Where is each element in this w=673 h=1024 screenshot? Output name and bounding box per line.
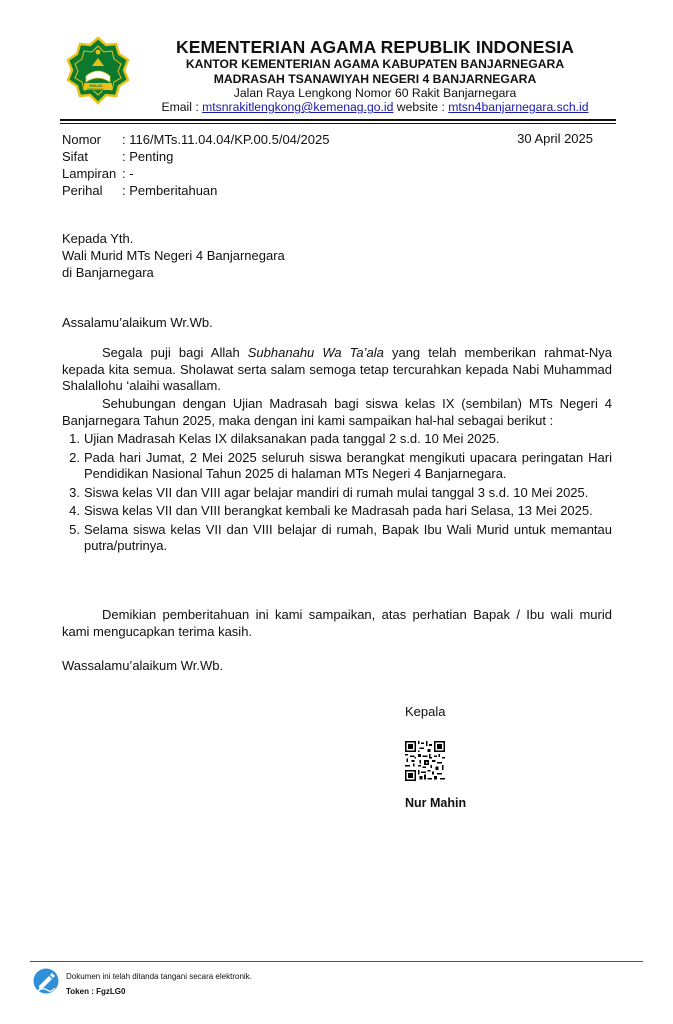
school-address: Jalan Raya Lengkong Nomor 60 Rakit Banjarnegara <box>233 86 517 100</box>
website-link[interactable]: mtsn4banjarnegara.sch.id <box>448 100 589 114</box>
list-item-number: 4. <box>69 503 80 518</box>
list-item-number: 5. <box>69 521 80 537</box>
signer-name: Nur Mahin <box>405 796 467 810</box>
signature-token: Token : FgzLG0 <box>66 987 126 996</box>
ministry-name: KEMENTERIAN AGAMA REPUBLIK INDONESIA <box>175 37 574 57</box>
list-item <box>62 522 612 555</box>
perihal-value: : Pemberitahuan <box>122 183 218 198</box>
list-item <box>62 450 612 483</box>
list-item-number: 1. <box>69 431 80 446</box>
list-item-text: Siswa kelas VII dan VIII agar belajar mandiri di rumah mulai tanggal 3 s.d. 10 Mei 2025. <box>84 484 589 500</box>
email-label: Email : <box>161 100 203 114</box>
closing-paragraph: Demikian pemberitahuan ini kami sampaikan, atas perhatian Bapak / Ibu wali murid kami mengucapkan terima kasih. <box>62 607 612 639</box>
website-label: website : <box>393 100 449 114</box>
greeting: Assalamu’alaikum Wr.Wb. <box>62 315 213 330</box>
context-paragraph: Sehubungan dengan Ujian Madrasah bagi siswa kelas IX (sembilan) MTs Negeri 4 Banjarnegara Tahun 2025, maka dengan ini kami sampaikan hal-hal sebagai berikut : <box>62 396 612 428</box>
opening-text-b: yang telah memberikan rahmat-Nya kepada kita semua. Sholawat serta salam semoga tetap tercurahkan kepada Nabi Muhammad Shalallohu ‘alaihi wasallam. <box>62 345 612 393</box>
perihal-label: Perihal <box>62 183 103 198</box>
recipient-salutation: Kepada Yth. <box>62 231 134 246</box>
school-name: MADRASAH TSANAWIYAH NEGERI 4 BANJARNEGARA <box>213 72 537 86</box>
e-signature-note: Dokumen ini telah ditanda tangani secara elektronik. <box>66 972 252 981</box>
recipient-name: Wali Murid MTs Negeri 4 Banjarnegara <box>62 248 285 263</box>
list-item <box>62 485 612 502</box>
letterhead-rule <box>60 119 616 121</box>
kemenag-logo <box>62 36 134 106</box>
letterhead-rule-thin <box>60 123 616 124</box>
farewell: Wassalamu’alaikum Wr.Wb. <box>62 658 224 673</box>
recipient-place: di Banjarnegara <box>62 265 154 280</box>
email-link[interactable]: mtsnrakitlengkong@kemenag.go.id <box>202 100 394 114</box>
lampiran-label: Lampiran <box>62 166 117 181</box>
opening-paragraph <box>62 345 612 395</box>
sifat-value: : Penting <box>122 149 174 164</box>
contact-line <box>140 100 610 114</box>
letter-date: 30 April 2025 <box>517 131 593 146</box>
list-item-text: Siswa kelas VII dan VIII berangkat kembali ke Madrasah pada hari Selasa, 13 Mei 2025. <box>84 503 593 518</box>
list-item-number: 2. <box>69 449 80 465</box>
office-name: KANTOR KEMENTERIAN AGAMA KABUPATEN BANJARNEGARA <box>185 57 565 71</box>
sifat-label: Sifat <box>62 149 89 164</box>
list-item <box>62 503 612 520</box>
list-item-text: Selama siswa kelas VII dan VIII belajar di rumah, Bapak Ibu Wali Murid untuk memantau putra/putrinya. <box>84 521 612 553</box>
nomor-label: Nomor <box>62 132 102 147</box>
signature-qr-code <box>405 741 445 781</box>
list-item-text: Ujian Madrasah Kelas IX dilaksanakan pada tanggal 2 s.d. 10 Mei 2025. <box>84 431 500 446</box>
announcement-list <box>62 431 612 555</box>
list-item-number: 3. <box>69 484 80 500</box>
list-item <box>62 431 612 448</box>
signer-title: Kepala <box>405 704 446 719</box>
lampiran-value: : - <box>122 166 134 181</box>
list-item-text: Pada hari Jumat, 2 Mei 2025 seluruh siswa berangkat mengikuti upacara peringatan Hari Pendidikan Nasional Tahun 2025 di halaman MTs Negeri 4 Banjarnegara. <box>84 449 612 481</box>
nomor-value: : 116/MTs.11.04.04/KP.00.5/04/2025 <box>122 132 330 147</box>
opening-text-a: Segala puji bagi Allah <box>102 345 248 360</box>
logo-motto: IKHLAS BERAMAL <box>87 84 105 92</box>
e-signature-icon <box>33 968 59 994</box>
opening-italic: Subhanahu Wa Ta’ala <box>247 345 384 360</box>
footer-rule <box>30 961 643 962</box>
